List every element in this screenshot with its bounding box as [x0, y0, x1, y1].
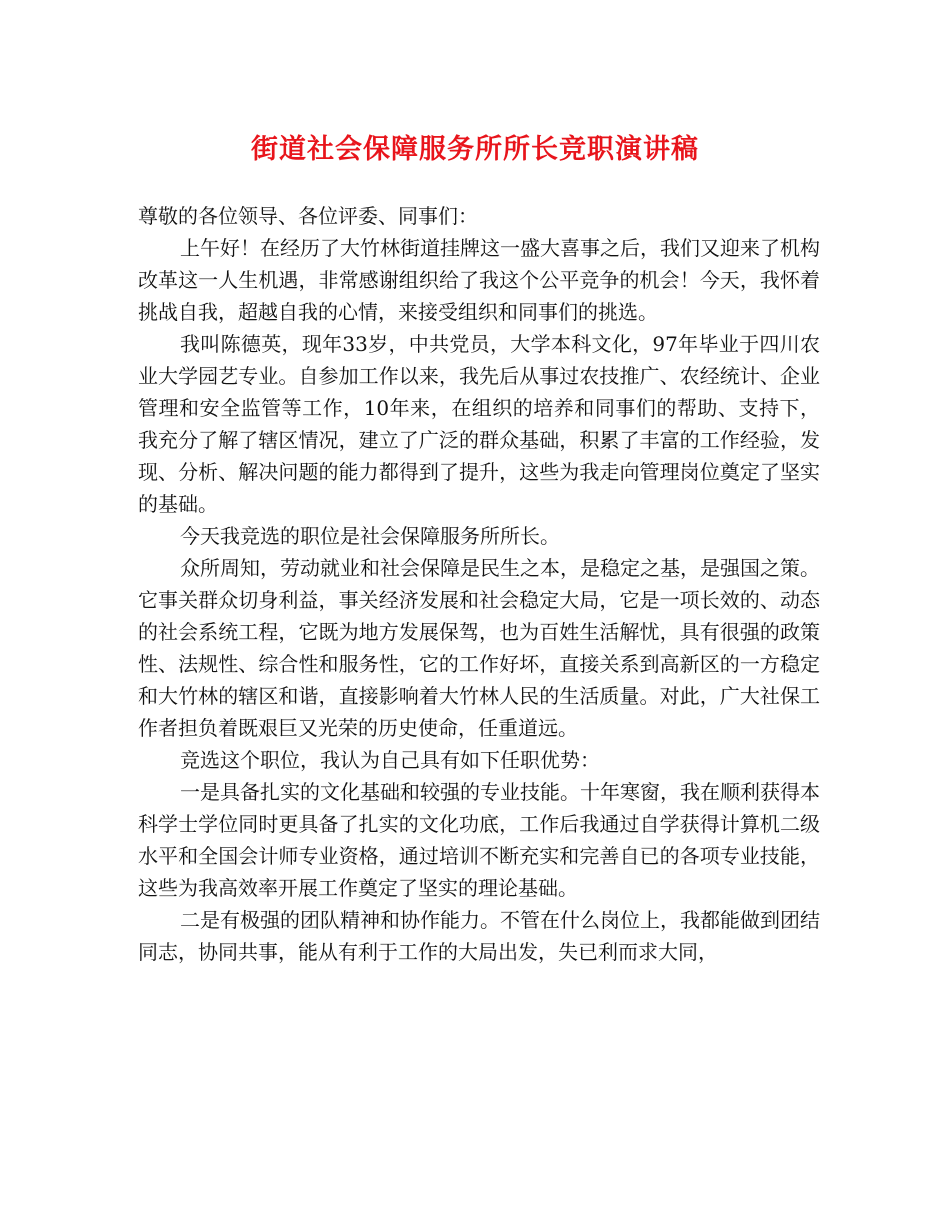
paragraph-greeting: 上午好！在经历了大竹林街道挂牌这一盛大喜事之后，我们又迎来了机构改革这一人生机遇，非常感谢组织给了我这个公平竞争的机会！今天，我怀着挑战自我，超越自我的心情，来接受组织和同事们的挑选。 [138, 236, 820, 324]
paragraph-advantage-two: 二是有极强的团队精神和协作能力。不管在什么岗位上，我都能做到团结同志，协同共事，能从有利于工作的大局出发，失已利而求大同， [138, 908, 820, 964]
document-body [138, 200, 820, 968]
paragraph-advantages-intro: 竞选这个职位，我认为自己具有如下任职优势： [180, 748, 600, 772]
paragraph-position: 今天我竞选的职位是社会保障服务所所长。 [180, 524, 560, 548]
paragraph-advantage-one: 一是具备扎实的文化基础和较强的专业技能。十年寒窗，我在顺利获得本科学士学位同时更具备了扎实的文化功底，工作后我通过自学获得计算机二级水平和全国会计师专业资格，通过培训不断充实和完善自已的各项专业技能，这些为我高效率开展工作奠定了坚实的理论基础。 [138, 780, 820, 900]
paragraph-importance: 众所周知，劳动就业和社会保障是民生之本，是稳定之基，是强国之策。它事关群众切身利益，事关经济发展和社会稳定大局，它是一项长效的、动态的社会系统工程，它既为地方发展保驾，也为百姓生活解忧，具有很强的政策性、法规性、综合性和服务性，它的工作好坏，直接关系到高新区的一方稳定和大竹林的辖区和谐，直接影响着大竹林人民的生活质量。对此，广大社保工作者担负着既艰巨又光荣的历史使命，任重道远。 [138, 556, 820, 740]
salutation: 尊敬的各位领导、各位评委、同事们： [138, 204, 478, 228]
document-title: 街道社会保障服务所所长竞职演讲稿 [251, 134, 699, 165]
paragraph-self-introduction: 我叫陈德英，现年33岁，中共党员，大学本科文化，97年毕业于四川农业大学园艺专业。自参加工作以来，我先后从事过农技推广、农经统计、企业管理和安全监管等工作，10年来，在组织的培养和同事们的帮助、支持下，我充分了解了辖区情况，建立了广泛的群众基础，积累了丰富的工作经验，发现、分析、解决问题的能力都得到了提升，这些为我走向管理岗位奠定了坚实的基础。 [138, 332, 820, 516]
